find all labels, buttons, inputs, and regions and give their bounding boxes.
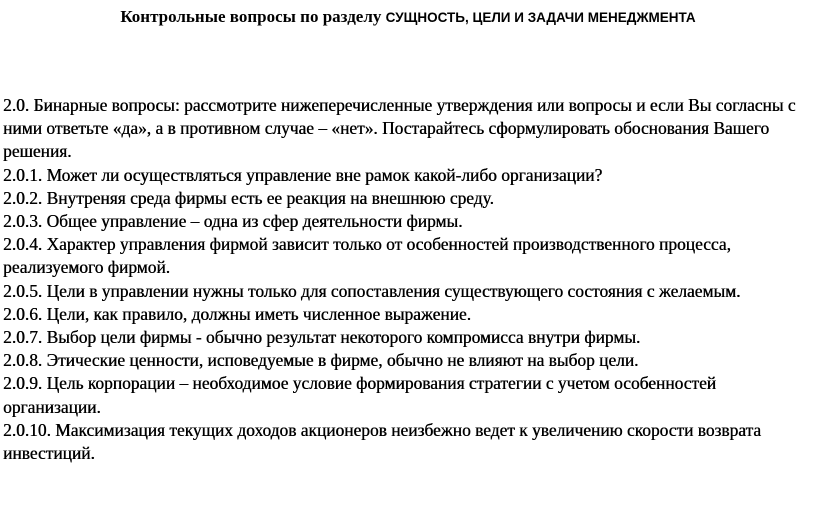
question-intro: 2.0. Бинарные вопросы: рассмотрите нижеперечисленные утверждения или вопросы и если Вы согласны с ними ответьте «да», а в противном случае – «нет». Постарайтесь сформулировать обоснования Вашего решения.: [3, 95, 796, 162]
question-2-0-9: 2.0.9. Цель корпорации – необходимое условие формирования стратегии с учетом особенностей организации.: [3, 373, 716, 417]
page-title-serif: Контрольные вопросы по разделу: [120, 7, 386, 26]
question-2-0-1: 2.0.1. Может ли осуществляться управление вне рамок какой-либо организации?: [3, 164, 603, 185]
question-2-0-10: 2.0.10. Максимизация текущих доходов акционеров неизбежно ведет к увеличению скорости возврата инвестиций.: [3, 419, 761, 464]
question-2-0-6: 2.0.6. Цели, как правило, должны иметь численное выражение.: [3, 303, 471, 324]
question-2-0-5: 2.0.5. Цели в управлении нужны только для сопоставления существующего состояния с желаемым.: [3, 280, 741, 301]
question-2-0-2: 2.0.2. Внутреняя среда фирмы есть ее реакция на внешнюю среду.: [3, 187, 494, 208]
question-2-0-8: 2.0.8. Этические ценности, исповедуемые в фирме, обычно не влияют на выбор цели.: [3, 350, 639, 371]
question-2-0-4: 2.0.4. Характер управления фирмой зависит только от особенностей производственного процесса, реализуемого фирмой.: [3, 234, 731, 278]
question-2-0-7: 2.0.7. Выбор цели фирмы - обычно результат некоторого компромисса внутри фирмы.: [3, 327, 641, 348]
page-title: [0, 4, 816, 31]
page-title-section-name: СУЩНОСТЬ, ЦЕЛИ И ЗАДАЧИ МЕНЕДЖМЕНТА: [385, 10, 696, 25]
question-2-0-3: 2.0.3. Общее управление – одна из сфер деятельности фирмы.: [3, 211, 463, 232]
question-list: [3, 94, 813, 465]
